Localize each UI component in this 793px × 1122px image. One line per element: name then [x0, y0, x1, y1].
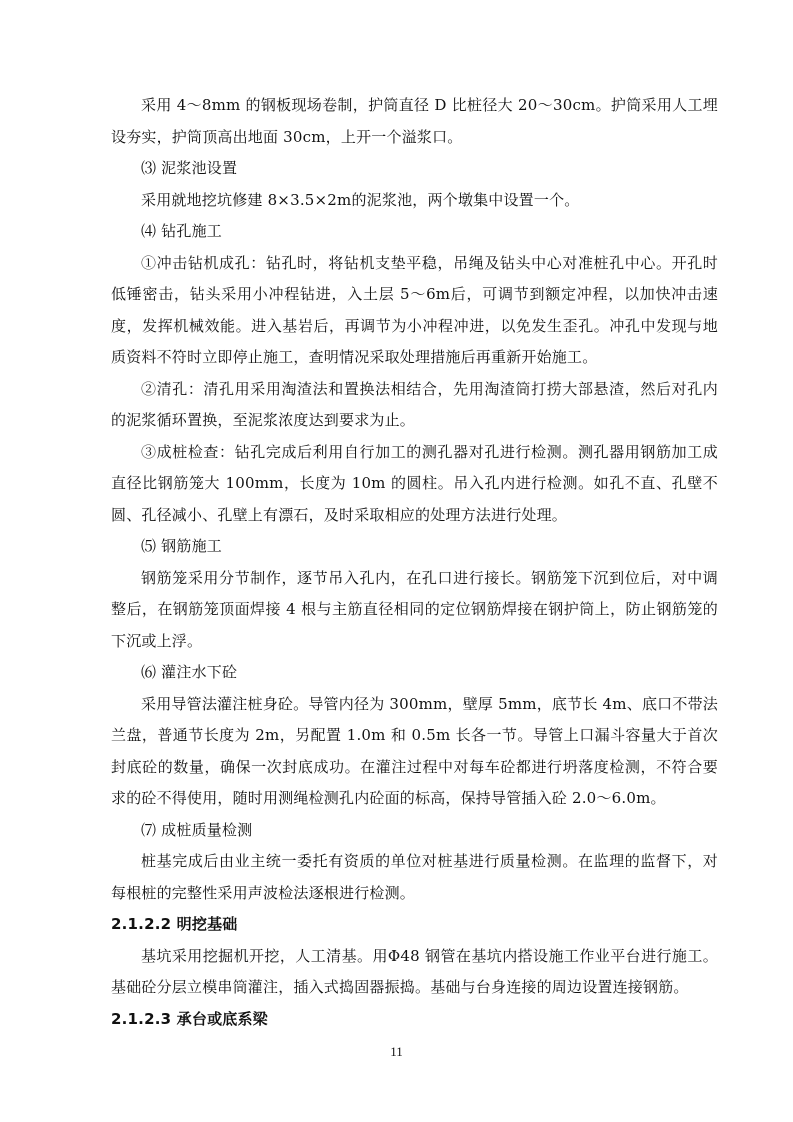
- subheading-drilling: ⑷ 钻孔施工: [141, 222, 222, 240]
- subheading-rebar: ⑸ 钢筋施工: [141, 537, 222, 555]
- section-heading-open-excavation: 2.1.2.2 明挖基础: [111, 915, 238, 933]
- section-heading-pile-cap: 2.1.2.3 承台或底系梁: [111, 1009, 268, 1028]
- paragraph-hole-cleaning: ②清孔：清孔用采用淘渣法和置换法相结合，先用淘渣筒打捞大部悬渣，然后对孔内的泥浆循环置换，至泥浆浓度达到要求为止。: [111, 379, 718, 429]
- paragraph-underwater-concrete: 采用导管法灌注桩身砼。导管内径为 300mm，壁厚 5mm，底节长 4m、底口不带法兰盘，普通节长度为 2m，另配置 1.0m 和 0.5m 长各一节。导管上口漏斗容量大于首次封底砼的数量，确保一次封底成功。在灌注过程中对每车砼都进行坍落度检测，不符合要求的砼不得使用，随时用测绳检测孔内砼面的标高，保持导管插入砼 2.0～6.0m。: [111, 694, 718, 807]
- paragraph-casing: 采用 4～8mm 的钢板现场卷制，护筒直径 D 比桩径大 20～30cm。护筒采用人工埋设夯实，护筒顶高出地面 30cm，上开一个溢浆口。: [111, 96, 718, 146]
- document-body: [111, 90, 718, 1035]
- page-number: 11: [390, 1044, 403, 1059]
- paragraph-rebar: 钢筋笼采用分节制作，逐节吊入孔内，在孔口进行接长。钢筋笼下沉到位后，对中调整后，在钢筋笼顶面焊接 4 根与主筋直径相同的定位钢筋焊接在钢护筒上，防止钢筋笼的下沉或上浮。: [111, 568, 718, 650]
- subheading-underwater-concrete: ⑹ 灌注水下砼: [141, 663, 238, 681]
- paragraph-pile-inspection: ③成桩检查：钻孔完成后利用自行加工的测孔器对孔进行检测。测孔器用钢筋加工成直径比钢筋笼大 100mm，长度为 10m 的圆柱。吊入孔内进行检测。如孔不直、孔壁不圆、孔径减小、孔壁上有漂石，及时采取相应的处理方法进行处理。: [111, 442, 718, 524]
- paragraph-percussion-drilling: ①冲击钻机成孔：钻孔时，将钻机支垫平稳，吊绳及钻头中心对准桩孔中心。开孔时低锤密击，钻头采用小冲程钻进，入土层 5～6m后，可调节到额定冲程，以加快冲击速度，发挥机械效能。进入基岩后，再调节为小冲程冲进，以免发生歪孔。冲孔中发现与地质资料不符时立即停止施工，查明情况采取处理措施后再重新开始施工。: [111, 253, 718, 366]
- paragraph-open-excavation: 基坑采用挖掘机开挖，人工清基。用Φ48 钢管在基坑内搭设施工作业平台进行施工。基础砼分层立模串筒灌注，插入式捣固器振捣。基础与台身连接的周边设置连接钢筋。: [111, 946, 718, 996]
- subheading-mud-pit: ⑶ 泥浆池设置: [141, 159, 238, 177]
- paragraph-quality-testing: 桩基完成后由业主统一委托有资质的单位对桩基进行质量检测。在监理的监督下，对每根桩的完整性采用声波检法逐根进行检测。: [111, 852, 718, 902]
- paragraph-mud-pit: 采用就地挖坑修建 8×3.5×2m的泥浆池，两个墩集中设置一个。: [141, 190, 580, 209]
- subheading-quality-testing: ⑺ 成桩质量检测: [141, 820, 253, 839]
